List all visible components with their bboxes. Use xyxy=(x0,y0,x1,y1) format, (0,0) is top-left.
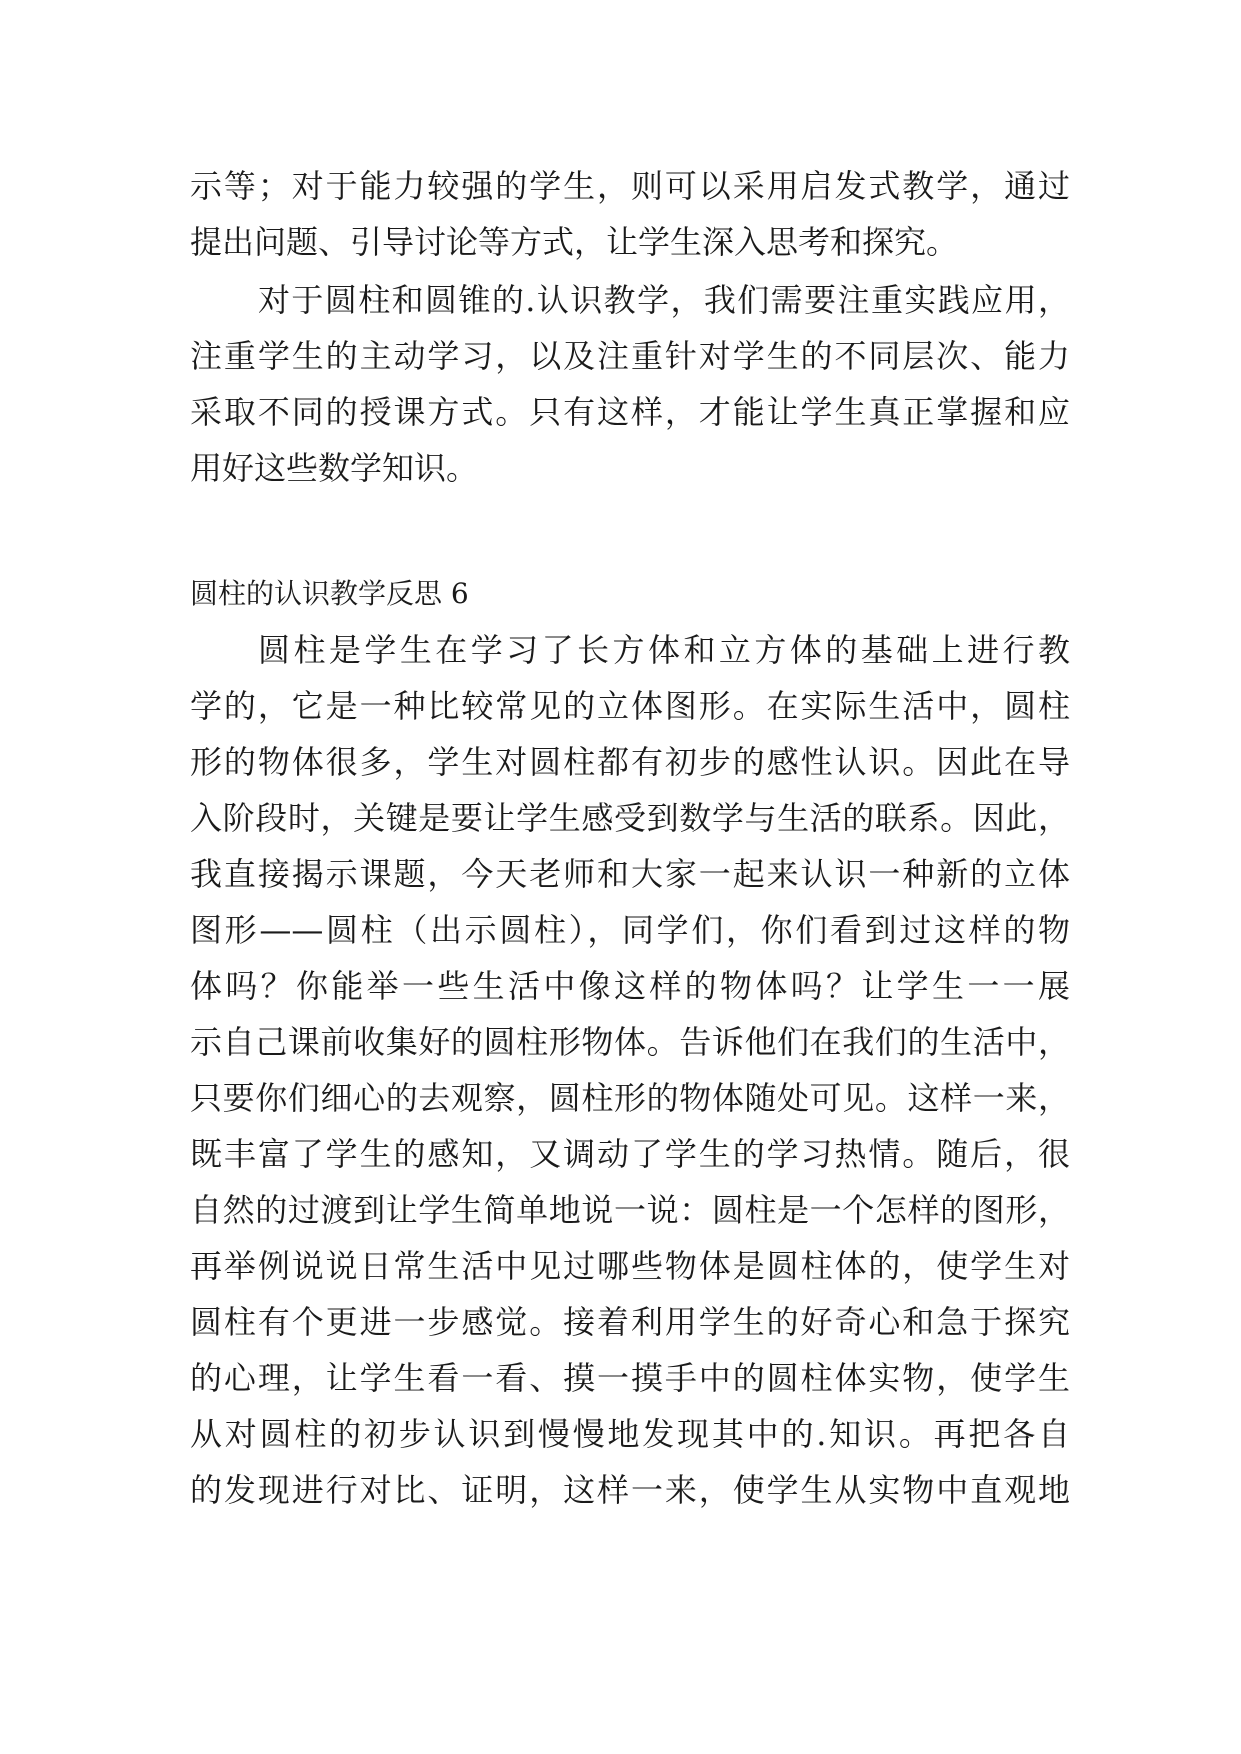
paragraph-3-line-8: 示自己课前收集好的圆柱形物体。告诉他们在我们的生活中， xyxy=(190,1023,1070,1061)
paragraph-3-line-2: 学的，它是一种比较常见的立体图形。在实际生活中，圆柱 xyxy=(190,687,1070,725)
paragraph-3-line-15: 从对圆柱的初步认识到慢慢地发现其中的.知识。再把各自 xyxy=(190,1415,1070,1453)
paragraph-1-line-2: 提出问题、引导讨论等方式，让学生深入思考和探究。 xyxy=(190,223,959,261)
paragraph-3-line-11: 自然的过渡到让学生简单地说一说：圆柱是一个怎样的图形， xyxy=(190,1191,1070,1229)
paragraph-3-line-10: 既丰富了学生的感知，又调动了学生的学习热情。随后，很 xyxy=(190,1135,1070,1173)
paragraph-3-line-12: 再举例说说日常生活中见过哪些物体是圆柱体的，使学生对 xyxy=(190,1247,1070,1285)
paragraph-2-line-4: 用好这些数学知识。 xyxy=(190,449,479,487)
paragraph-3-line-14: 的心理，让学生看一看、摸一摸手中的圆柱体实物，使学生 xyxy=(190,1359,1070,1397)
paragraph-3-line-9: 只要你们细心的去观察，圆柱形的物体随处可见。这样一来， xyxy=(190,1079,1070,1117)
paragraph-3-line-1: 圆柱是学生在学习了长方体和立方体的基础上进行教 xyxy=(258,631,1070,669)
paragraph-2-line-3: 采取不同的授课方式。只有这样，才能让学生真正掌握和应 xyxy=(190,393,1070,431)
paragraph-2-line-1: 对于圆柱和圆锥的.认识教学，我们需要注重实践应用， xyxy=(258,281,1070,319)
paragraph-3-line-3: 形的物体很多，学生对圆柱都有初步的感性认识。因此在导 xyxy=(190,743,1070,781)
paragraph-3-line-6: 图形——圆柱（出示圆柱），同学们，你们看到过这样的物 xyxy=(190,911,1070,949)
paragraph-1-line-1: 示等；对于能力较强的学生，则可以采用启发式教学，通过 xyxy=(190,167,1070,205)
paragraph-2-line-2: 注重学生的主动学习，以及注重针对学生的不同层次、能力 xyxy=(190,337,1070,375)
paragraph-3-line-4: 入阶段时，关键是要让学生感受到数学与生活的联系。因此， xyxy=(190,799,1070,837)
paragraph-3-line-5: 我直接揭示课题，今天老师和大家一起来认识一种新的立体 xyxy=(190,855,1070,893)
paragraph-3-line-7: 体吗？你能举一些生活中像这样的物体吗？让学生一一展 xyxy=(190,967,1070,1005)
section-title: 圆柱的认识教学反思 6 xyxy=(190,577,469,610)
paragraph-3-line-13: 圆柱有个更进一步感觉。接着利用学生的好奇心和急于探究 xyxy=(190,1303,1070,1341)
paragraph-3-line-16: 的发现进行对比、证明，这样一来，使学生从实物中直观地 xyxy=(190,1471,1070,1509)
